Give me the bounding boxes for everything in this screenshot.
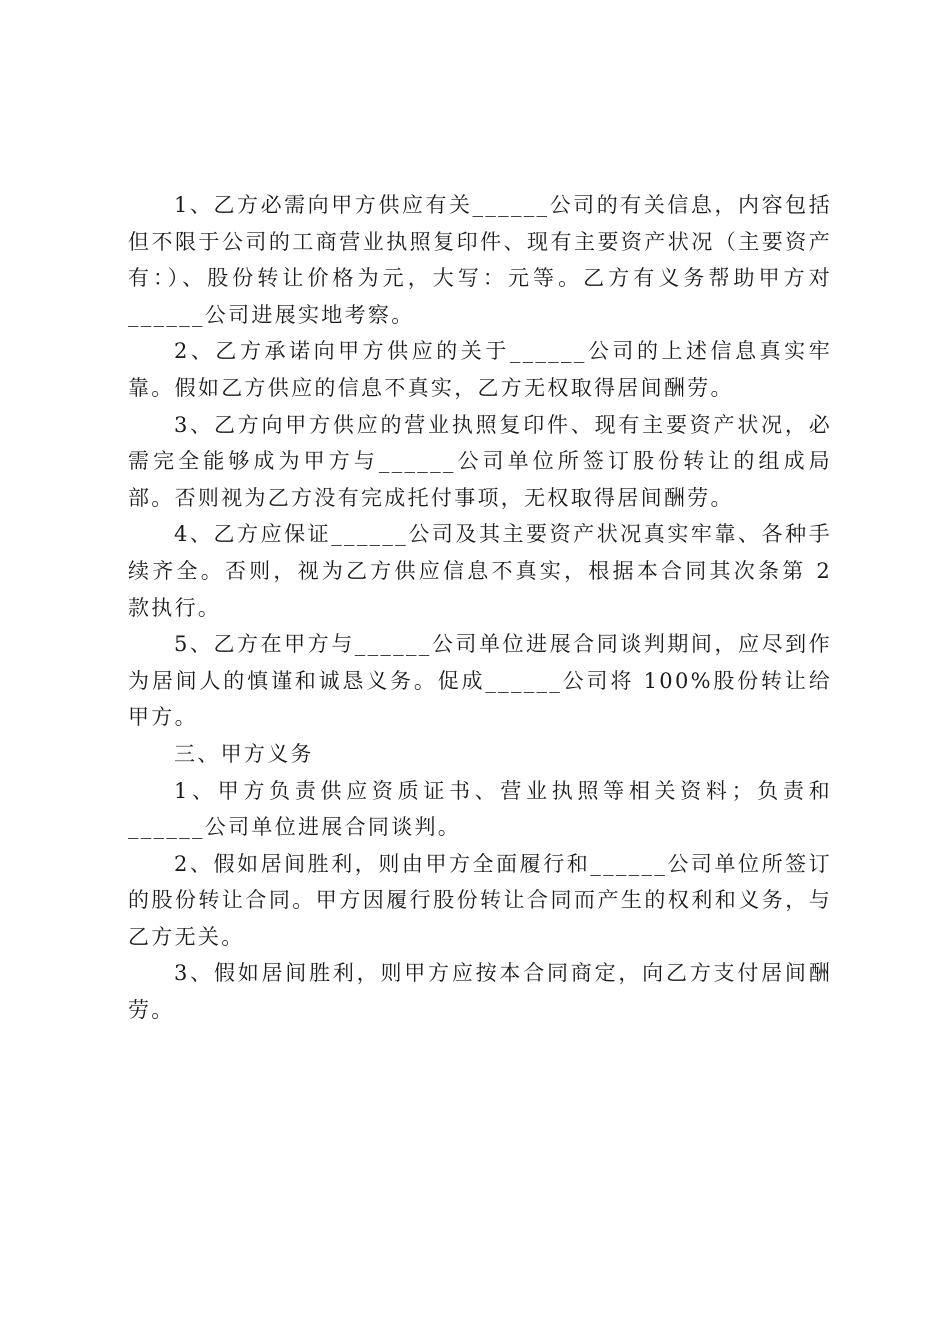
document-body — [128, 187, 832, 1029]
clause-2-1: 1、乙方必需向甲方供应有关______公司的有关信息，内容包括但不限于公司的工商营业执照复印件、现有主要资产状况（主要资产有：）、股份转让价格为元，大写：元等。乙方有义务帮助甲方对______公司进展实地考察。 — [128, 193, 832, 327]
clause-2-3: 3、乙方向甲方供应的营业执照复印件、现有主要资产状况，必需完全能够成为甲方与______公司单位所签订股份转让的组成局部。否则视为乙方没有完成托付事项，无权取得居间酬劳。 — [128, 412, 832, 510]
section-heading: 三、甲方义务 — [174, 741, 314, 766]
clause-3-1: 1、甲方负责供应资质证书、营业执照等相关资料；负责和______公司单位进展合同谈判。 — [128, 778, 832, 840]
clause-3-3: 3、假如居间胜利，则甲方应按本合同商定，向乙方支付居间酬劳。 — [128, 961, 832, 1023]
clause-2-4: 4、乙方应保证______公司及其主要资产状况真实牢靠、各种手续齐全。否则，视为乙方供应信息不真实，根据本合同其次条第 2 款执行。 — [128, 522, 832, 620]
clause-2-5: 5、乙方在甲方与______公司单位进展合同谈判期间，应尽到作为居间人的慎谨和诚恳义务。促成______公司将 100%股份转让给甲方。 — [128, 632, 832, 730]
clause-3-2: 2、假如居间胜利，则由甲方全面履行和______公司单位所签订的股份转让合同。甲方因履行股份转让合同而产生的权利和义务，与乙方无关。 — [128, 851, 832, 949]
clause-2-2: 2、乙方承诺向甲方供应的关于______公司的上述信息真实牢靠。假如乙方供应的信息不真实，乙方无权取得居间酬劳。 — [128, 339, 832, 400]
